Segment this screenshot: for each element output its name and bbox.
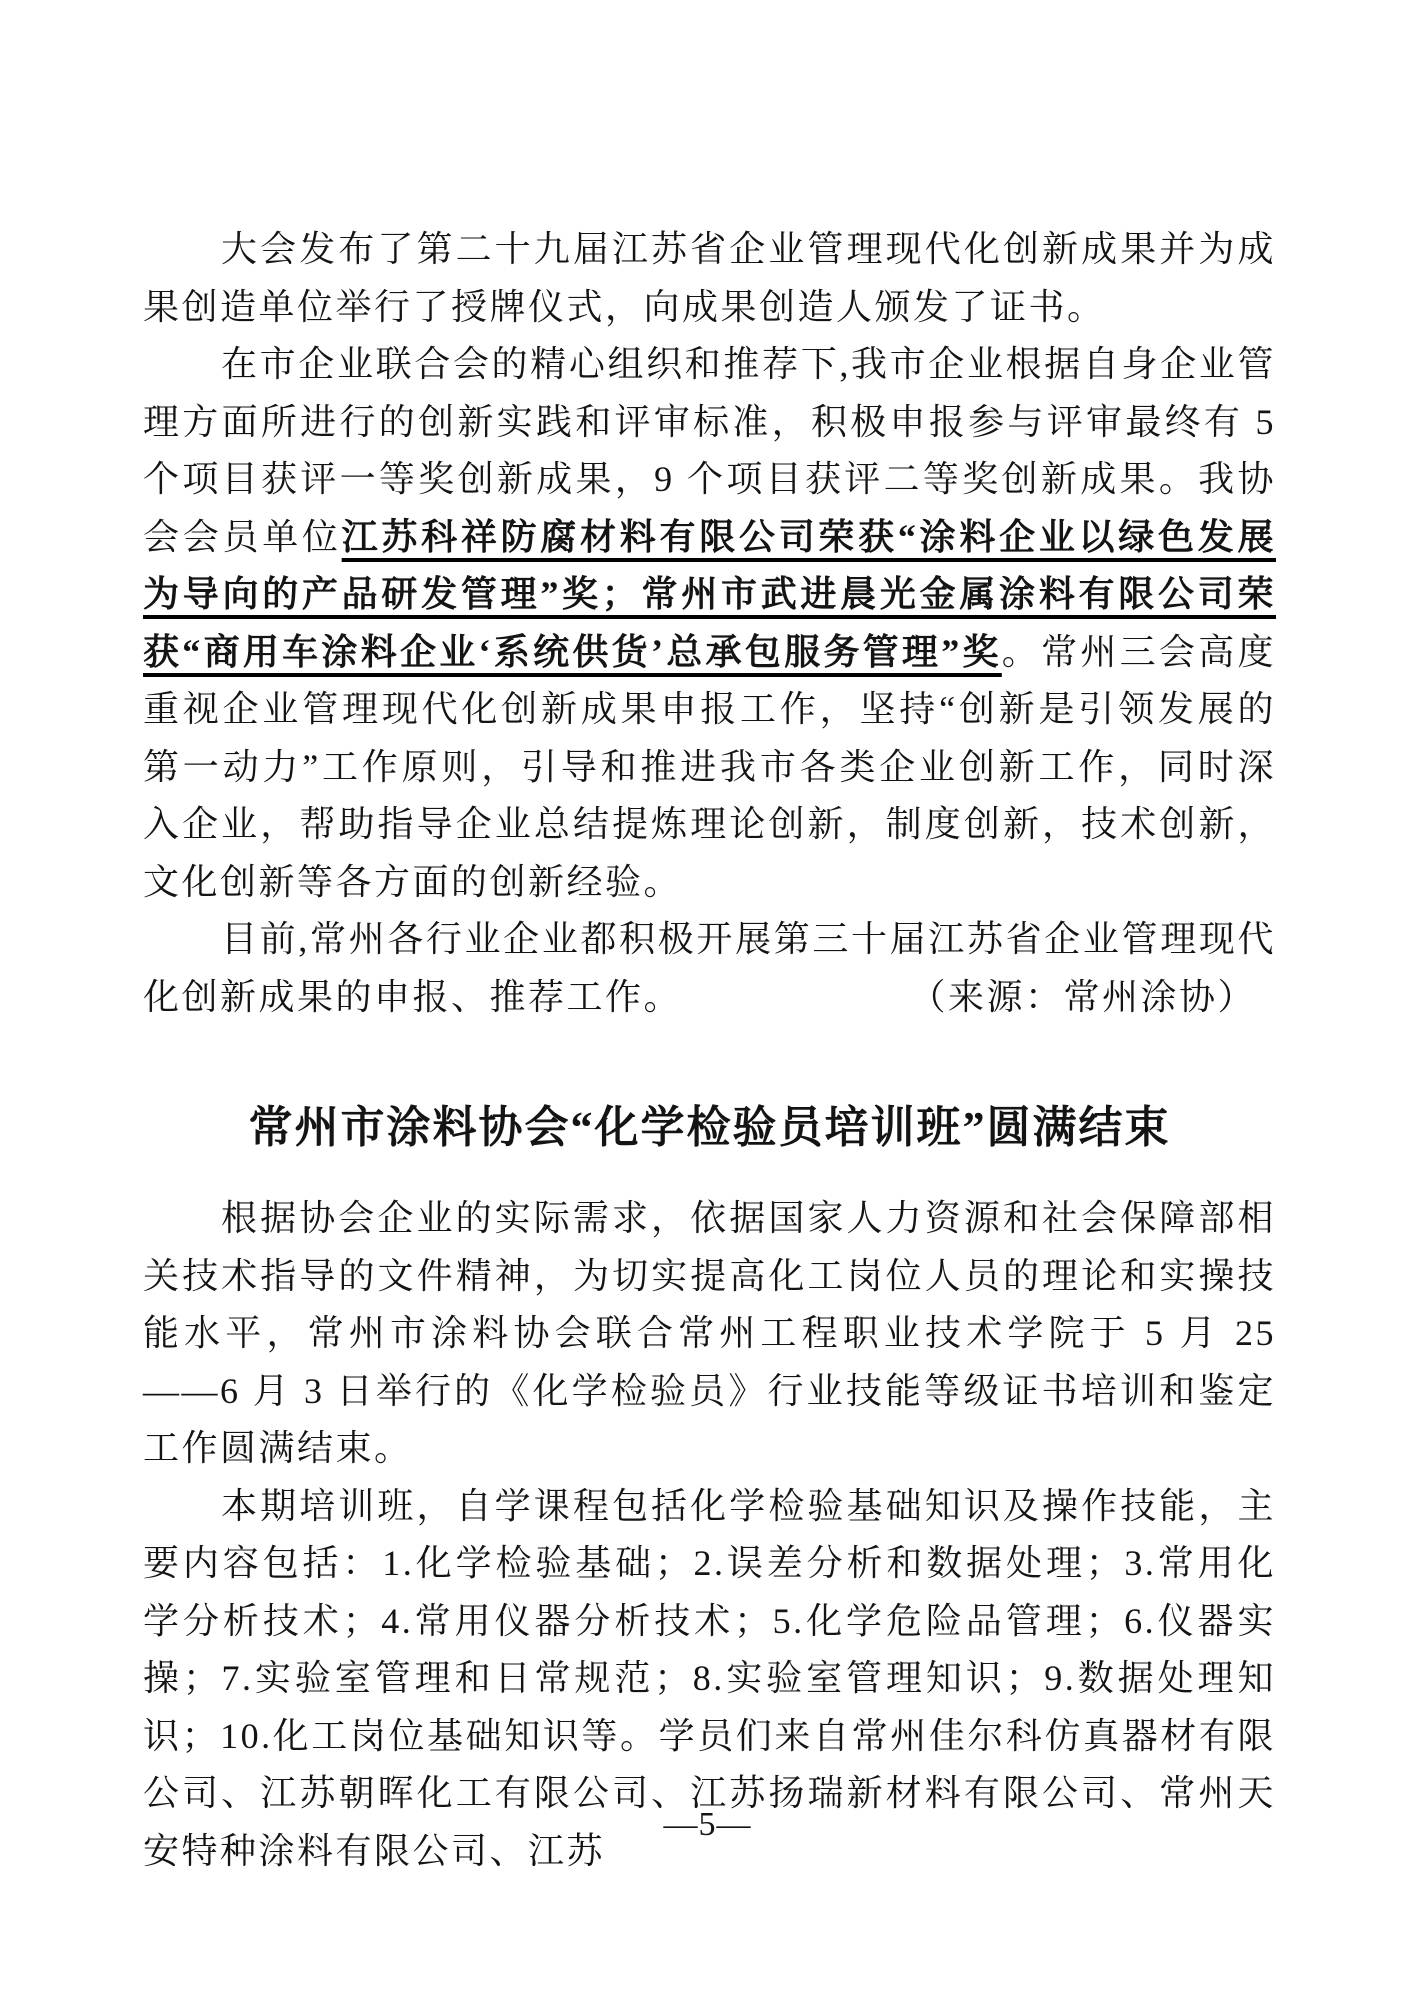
awards-paragraph-3 — [143, 911, 1276, 1026]
awards-paragraph-2-segment-normal: 在市企业联合会的精心组织和推荐下,我市企业根据自身企业管理方面所进行的创新实践和评审标准，积极申报参与评审最终有 5 个项目获评一等奖创新成果，9 个项目获评二等奖创新成果。我协会会员单位 — [143, 344, 1276, 557]
article-title: 常州市涂料协会“化学检验员培训班”圆满结束 — [248, 1103, 1171, 1152]
awards-paragraph-2-segment-normal-tail: 。常州三会高度重视企业管理现代化创新成果申报工作，坚持“创新是引领发展的第一动力”工作原则，引导和推进我市各类企业创新工作，同时深入企业，帮助指导企业总结提炼理论创新，制度创新，技术创新，文化创新等各方面的创新经验。 — [143, 631, 1276, 902]
text-column — [143, 0, 1276, 1880]
award-winners-emphasized-text: 江苏科祥防腐材料有限公司荣获“涂料企业以绿色发展为导向的产品研发管理”奖；常州市武进晨光金属涂料有限公司荣获“商用车涂料企业‘系统供货’总承包服务管理”奖 — [143, 516, 1276, 672]
awards-paragraph-2 — [143, 336, 1276, 911]
awards-paragraph-3-text: 目前,常州各行业企业都积极开展第三十届江苏省企业管理现代化创新成果的申报、推荐工作。 — [143, 919, 1276, 1017]
training-paragraph-1: 根据协会企业的实际需求，依据国家人力资源和社会保障部相关技术指导的文件精神，为切实提高化工岗位人员的理论和实操技能水平，常州市涂料协会联合常州工程职业技术学院于 5 月 25——6 月 3 日举行的《化学检验员》行业技能等级证书培训和鉴定工作圆满结束。 — [143, 1198, 1276, 1468]
article-awards — [143, 221, 1276, 1026]
page-number: —5— — [663, 1806, 752, 1843]
training-paragraph-2: 本期培训班，自学课程包括化学检验基础知识及操作技能，主要内容包括：1.化学检验基础；2.误差分析和数据处理；3.常用化学分析技术；4.常用仪器分析技术；5.化学危险品管理；6.仪器实操；7.实验室管理和日常规范；8.实验室管理知识；9.数据处理知识；10.化工岗位基础知识等。学员们来自常州佳尔科仿真器材有限公司、江苏朝晖化工有限公司、江苏扬瑞新材料有限公司、常州天安特种涂料有限公司、江苏 — [143, 1485, 1276, 1871]
source-note: （来源：常州涂协） — [909, 976, 1256, 1017]
awards-paragraph-1: 大会发布了第二十九届江苏省企业管理现代化创新成果并为成果创造单位举行了授牌仪式，向成果创造人颁发了证书。 — [143, 229, 1276, 327]
article-training — [143, 1098, 1276, 1880]
